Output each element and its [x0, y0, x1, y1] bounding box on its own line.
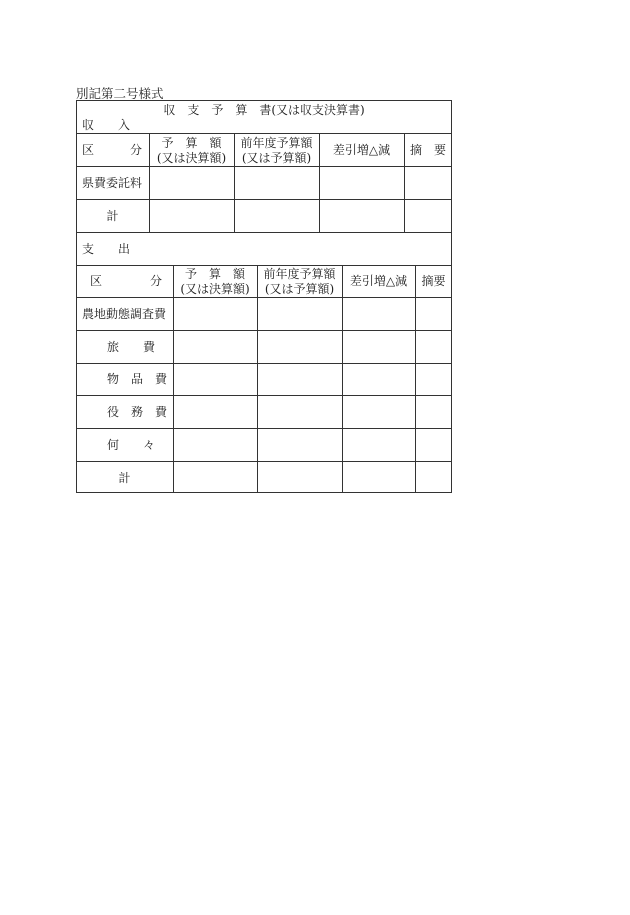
expense-row-travel: 旅 費: [107, 340, 156, 354]
income-header-diff: 差引増△減: [332, 143, 391, 157]
income-header-category: 区 分: [82, 143, 143, 157]
expense-header-category: 区 分: [90, 274, 163, 288]
rule-expense-col1: [173, 265, 174, 493]
expense-header-budget: 予 算 額: [184, 267, 245, 281]
form-label: 別記第二号様式: [76, 86, 164, 101]
expense-row-services: 役 務 費: [107, 405, 168, 419]
rule-expense-row5: [76, 461, 452, 462]
document-title: 収 支 予 算 書(又は収支決算書): [163, 103, 365, 117]
rule-expense-row2: [76, 363, 452, 364]
income-header-budget: 予 算 額: [161, 136, 222, 150]
expense-row-goods: 物 品 費: [107, 372, 168, 386]
expense-row-survey: 農地動態調査費: [82, 307, 167, 321]
expense-section-label: 支 出: [82, 242, 131, 256]
rule-expense-row3: [76, 395, 452, 396]
expense-header-prev: 前年度予算額: [263, 267, 336, 281]
income-header-prev-note: (又は予算額): [241, 151, 312, 165]
rule-expense-col4: [415, 265, 416, 493]
income-section-label: 収 入: [82, 118, 131, 132]
income-total-label: 計: [106, 209, 119, 223]
expense-row-etc: 何 々: [107, 438, 156, 452]
income-header-prev: 前年度予算額: [240, 136, 313, 150]
income-row-label: 県費委託料: [82, 176, 143, 190]
income-header-note: 摘 要: [409, 143, 446, 157]
rule-income-header-top: [76, 133, 452, 134]
expense-total-label: 計: [118, 471, 131, 485]
expense-header-diff: 差引増△減: [349, 274, 408, 288]
expense-header-note: 摘要: [421, 274, 446, 288]
expense-header-prev-note: (又は予算額): [264, 282, 335, 296]
rule-income-header-bottom: [76, 166, 452, 167]
rule-expense-header-top: [76, 265, 452, 266]
rule-expense-row4: [76, 428, 452, 429]
rule-expense-col3: [342, 265, 343, 493]
rule-expense-header-bottom: [76, 297, 452, 298]
rule-income-end: [76, 232, 452, 233]
expense-header-budget-note: (又は決算額): [180, 282, 250, 296]
rule-income-row1: [76, 199, 452, 200]
rule-expense-row1: [76, 330, 452, 331]
rule-expense-col2: [257, 265, 258, 493]
income-header-budget-note: (又は決算額): [156, 151, 227, 165]
